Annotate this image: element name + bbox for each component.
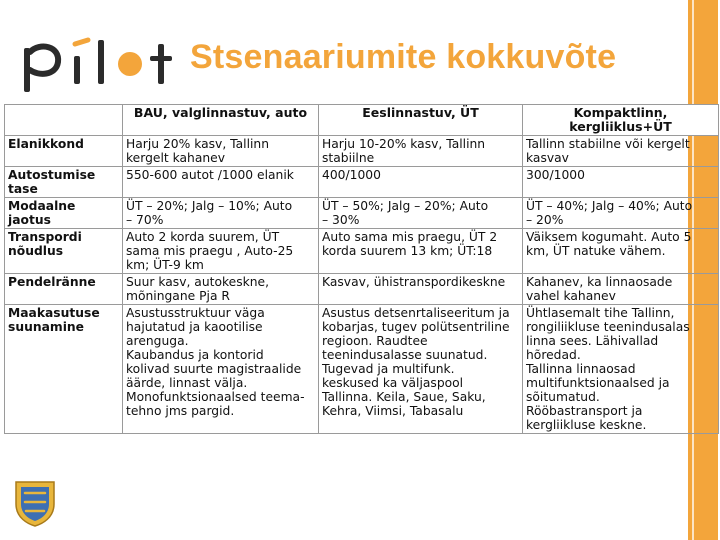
table-cell: Asustusstruktuur väga hajutatud ja kaootilise arenguga. Kaubandus ja kontorid kolivad suurte magistraalide äärde, linnast välja. Monofunktsionaalsed teema- tehno jms pargid. xyxy=(123,305,319,434)
table-cell: 400/1000 xyxy=(319,167,523,198)
table-cell: ÜT – 50%; Jalg – 20%; Auto – 30% xyxy=(319,198,523,229)
table-cell: Harju 10-20% kasv, Tallinn stabiilne xyxy=(319,136,523,167)
header-bau: BAU, valglinnastuv, auto xyxy=(123,105,319,136)
header-row xyxy=(5,105,719,136)
header-empty xyxy=(5,105,123,136)
header-eeslinn: Eeslinnastuv, ÜT xyxy=(319,105,523,136)
pilot-logo-graphic xyxy=(18,34,178,94)
row-label: Maakasutuse suunamine xyxy=(5,305,123,434)
row-label: Pendelränne xyxy=(5,274,123,305)
table-row xyxy=(5,136,719,167)
table-cell: ÜT – 20%; Jalg – 10%; Auto – 70% xyxy=(123,198,319,229)
table-row xyxy=(5,305,719,434)
table-row xyxy=(5,167,719,198)
table-cell: 550-600 autot /1000 elanik xyxy=(123,167,319,198)
coat-of-arms-graphic xyxy=(12,478,58,528)
scenario-table xyxy=(4,104,719,434)
table-cell: Auto 2 korda suurem, ÜT sama mis praegu , Auto-25 km; ÜT-9 km xyxy=(123,229,319,274)
table-cell: Kasvav, ühistranspordikeskne xyxy=(319,274,523,305)
row-label: Modaalne jaotus xyxy=(5,198,123,229)
table-cell: Harju 20% kasv, Tallinn kergelt kahanev xyxy=(123,136,319,167)
table-cell: Ühtlasemalt tihe Tallinn, rongiliikluse teenindusalas linna sees. Lähivallad hõredad. Tallinna linnaosad multifunktsionaalsed ja sõitumatud. Rööbastransport ja kergliikluse keskne. xyxy=(523,305,719,434)
table-row xyxy=(5,198,719,229)
pilot-logo xyxy=(18,34,178,94)
table-cell: Auto sama mis praegu, ÜT 2 korda suurem 13 km; ÜT:18 xyxy=(319,229,523,274)
row-label: Autostumise tase xyxy=(5,167,123,198)
table-cell: Kahanev, ka linnaosade vahel kahanev xyxy=(523,274,719,305)
table-row xyxy=(5,274,719,305)
row-label: Elanikkond xyxy=(5,136,123,167)
coat-of-arms-icon xyxy=(12,478,58,528)
table-cell: 300/1000 xyxy=(523,167,719,198)
table-row xyxy=(5,229,719,274)
row-label: Transpordi nõudlus xyxy=(5,229,123,274)
table-cell: Asustus detsenrtaliseeritum ja kobarjas, tugev polütsentriline regioon. Raudtee teenindusalasse suunatud. Tugevad ja multifunk. keskused ka väljaspool Tallinna. Keila, Saue, Saku, Kehra, Viimsi, Tabasalu xyxy=(319,305,523,434)
header-kompaktlinn: Kompaktlinn, kergliiklus+ÜT xyxy=(523,105,719,136)
table-cell: Suur kasv, autokeskne, mõningane Pja R xyxy=(123,274,319,305)
table-cell: ÜT – 40%; Jalg – 40%; Auto – 20% xyxy=(523,198,719,229)
slide-title: Stsenaariumite kokkuvõte xyxy=(190,38,617,76)
table-cell: Tallinn stabiilne või kergelt kasvav xyxy=(523,136,719,167)
table-cell: Väiksem kogumaht. Auto 5 km, ÜT natuke vähem. xyxy=(523,229,719,274)
